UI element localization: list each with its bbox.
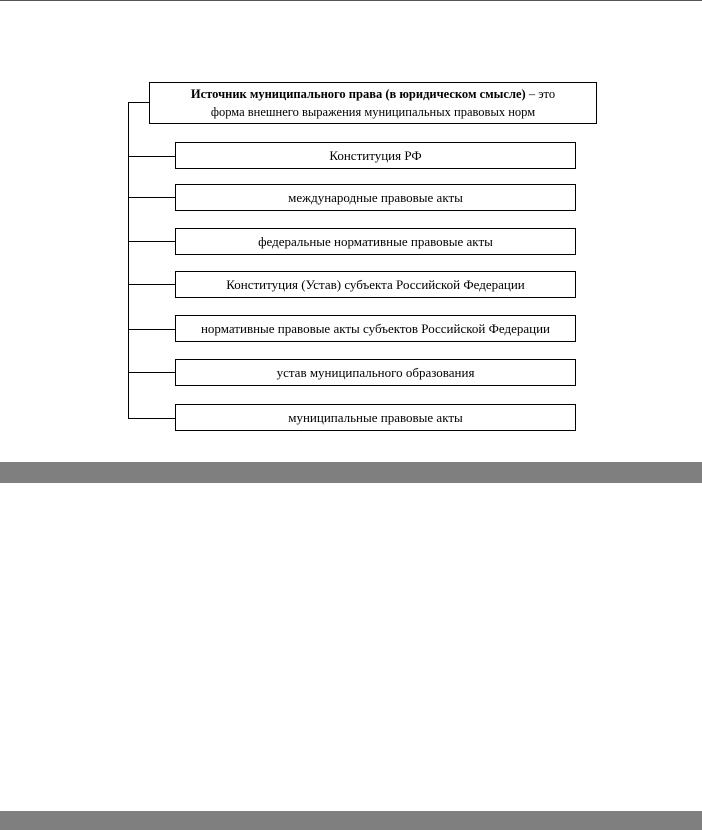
branch-connector <box>128 241 175 242</box>
branch-connector <box>128 284 175 285</box>
node-international-acts: международные правовые акты <box>175 184 576 211</box>
branch-connector <box>128 372 175 373</box>
document-page <box>0 1 702 462</box>
node-federal-acts: федеральные нормативные правовые акты <box>175 228 576 255</box>
branch-connector <box>128 329 175 330</box>
root-node-line-2: форма внешнего выражения муниципальных правовых норм <box>210 105 536 119</box>
document-page <box>0 483 702 811</box>
branch-connector <box>128 418 175 419</box>
node-subject-acts: нормативные правовые акты субъектов Российской Федерации <box>175 315 576 342</box>
branch-connector <box>128 197 175 198</box>
root-node-line-1 <box>150 85 596 103</box>
page-separator <box>0 462 702 483</box>
page-separator <box>0 811 702 830</box>
node-subject-constitution: Конституция (Устав) субъекта Российской Федерации <box>175 271 576 298</box>
node-municipal-acts: муниципальные правовые акты <box>175 404 576 431</box>
branch-connector <box>128 156 175 157</box>
root-node <box>149 82 597 124</box>
root-node-title-rest: – это <box>525 87 556 101</box>
root-connector <box>128 102 149 103</box>
root-node-title-bold: Источник муниципального права (в юридическом смысле) <box>190 87 526 101</box>
node-municipal-charter: устав муниципального образования <box>175 359 576 386</box>
node-constitution-rf: Конституция РФ <box>175 142 576 169</box>
